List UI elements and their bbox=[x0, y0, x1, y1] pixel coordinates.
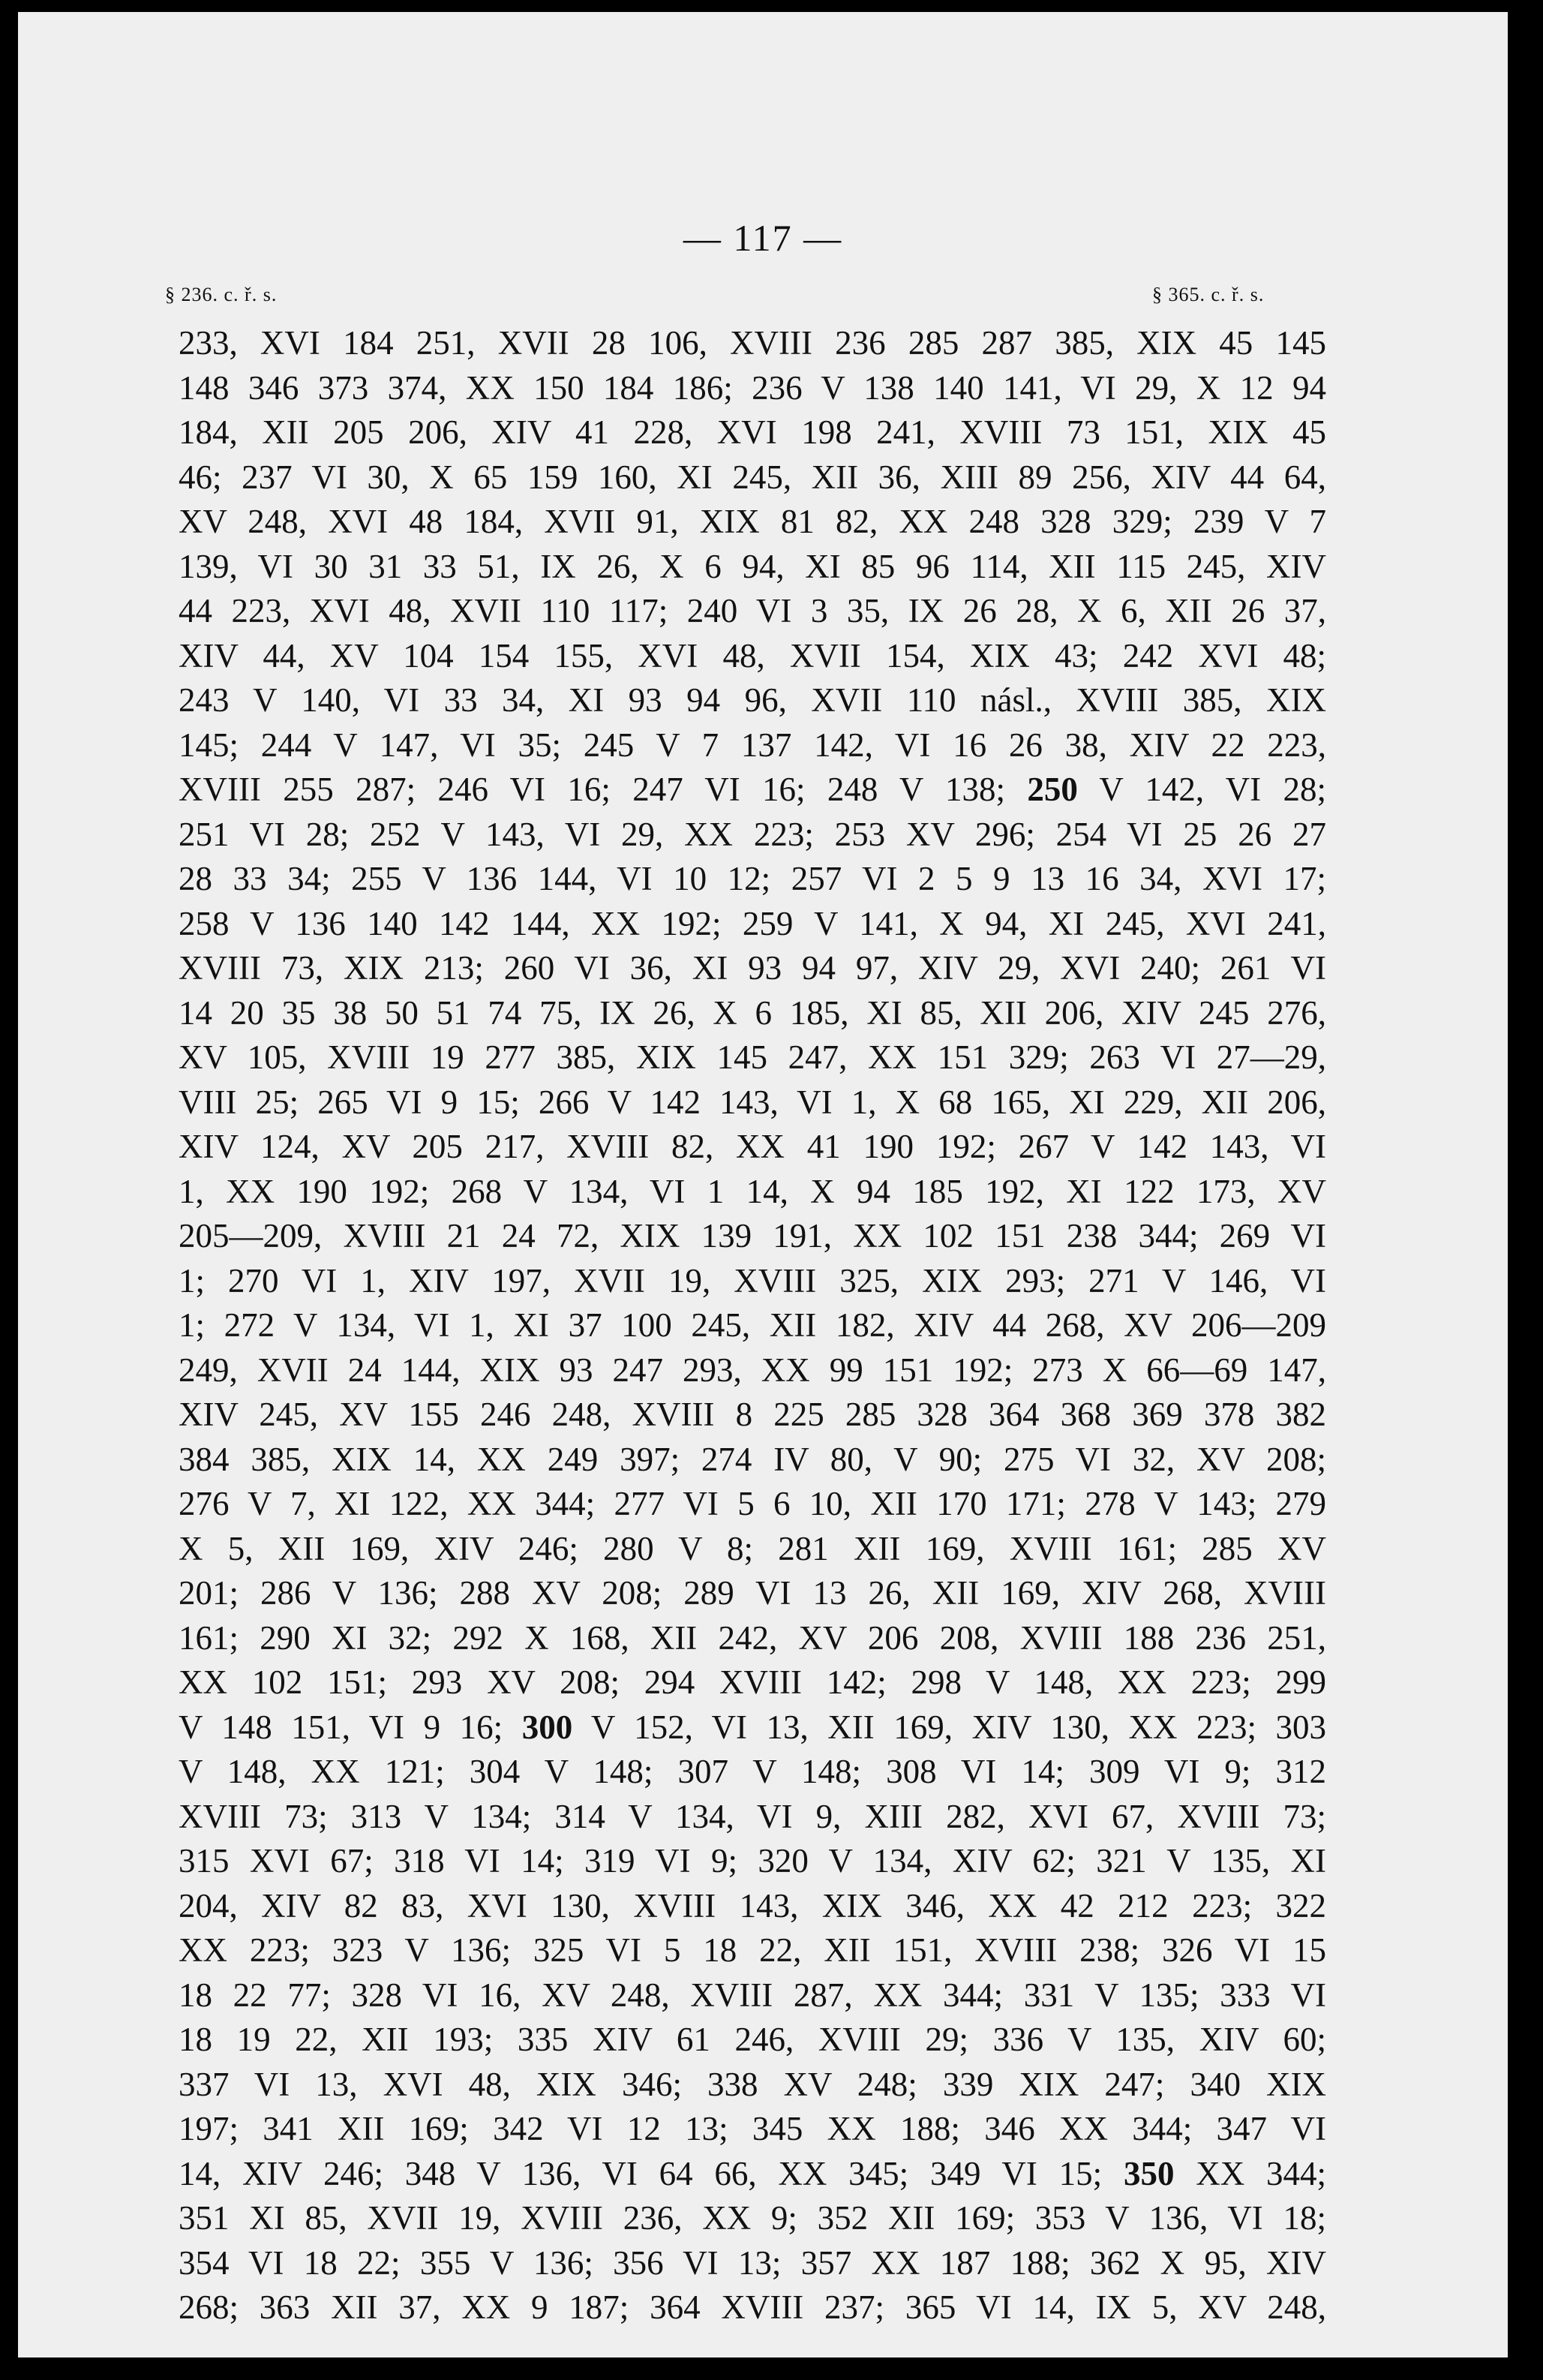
line-segment: X 5, XII 169, XIV 246; 280 V 8; 281 XII 169, XVIII 161; 285 XV bbox=[179, 1529, 1326, 1567]
text-line bbox=[179, 1705, 1326, 1750]
line-segment: 44 223, XVI 48, XVII 110 117; 240 VI 3 35, IX 26 28, X 6, XII 26 37, bbox=[179, 592, 1326, 630]
text-line bbox=[179, 678, 1326, 723]
line-segment: 18 22 77; 328 VI 16, XV 248, XVIII 287, XX 344; 331 V 135; 333 VI bbox=[179, 1976, 1326, 2014]
text-line bbox=[179, 2107, 1326, 2152]
page-number: — 117 — bbox=[683, 217, 843, 259]
line-segment: 197; 341 XII 169; 342 VI 12 13; 345 XX 188; 346 XX 344; 347 VI bbox=[179, 2110, 1326, 2147]
line-segment: 243 V 140, VI 33 34, XI 93 94 96, XVII 110 násl., XVIII 385, XIX bbox=[179, 681, 1326, 719]
line-segment: XVIII 73; 313 V 134; 314 V 134, VI 9, XIII 282, XVI 67, XVIII 73; bbox=[179, 1797, 1326, 1835]
line-segment: 28 33 34; 255 V 136 144, VI 10 12; 257 VI 2 5 9 13 16 34, XVI 17; bbox=[179, 860, 1326, 897]
text-line bbox=[179, 2152, 1326, 2197]
line-segment: XIV 124, XV 205 217, XVIII 82, XX 41 190 192; 267 V 142 143, VI bbox=[179, 1128, 1326, 1165]
text-line bbox=[179, 768, 1326, 813]
line-segment: 161; 290 XI 32; 292 X 168, XII 242, XV 206 208, XVIII 188 236 251, bbox=[179, 1618, 1326, 1657]
text-line bbox=[179, 321, 1326, 366]
text-line bbox=[179, 991, 1326, 1036]
line-segment: 1; 270 VI 1, XIV 197, XVII 19, XVIII 325, XIX 293; 271 V 146, VI bbox=[179, 1261, 1326, 1300]
line-segment: XV 105, XVIII 19 277 385, XIX 145 247, XX 151 329; 263 VI 27—29, bbox=[179, 1038, 1326, 1076]
text-line bbox=[179, 1259, 1326, 1304]
line-segment: 201; 286 V 136; 288 XV 208; 289 VI 13 26, XII 169, XIV 268, XVIII bbox=[179, 1574, 1326, 1612]
line-segment: V 142, VI 28; bbox=[1077, 771, 1326, 808]
text-line bbox=[179, 455, 1326, 500]
line-segment: 384 385, XIX 14, XX 249 397; 274 IV 80, V 90; 275 VI 32, XV 208; bbox=[179, 1440, 1326, 1478]
running-head-left: § 236. c. ř. s. bbox=[165, 284, 278, 305]
text-line bbox=[179, 1393, 1326, 1438]
text-line bbox=[179, 2241, 1326, 2286]
line-segment: 251 VI 28; 252 V 143, VI 29, XX 223; 253 XV 296; 254 VI 25 26 27 bbox=[179, 815, 1326, 853]
book-page bbox=[18, 12, 1508, 2357]
text-line bbox=[179, 1750, 1326, 1795]
text-line bbox=[179, 1348, 1326, 1393]
text-line bbox=[179, 2285, 1326, 2330]
text-line bbox=[179, 2063, 1326, 2108]
line-segment: 1; 272 V 134, VI 1, XI 37 100 245, XII 182, XIV 44 268, XV 206—209 bbox=[179, 1306, 1326, 1344]
text-line bbox=[179, 1795, 1326, 1840]
line-segment: 258 V 136 140 142 144, XX 192; 259 V 141, X 94, XI 245, XVI 241, bbox=[179, 904, 1326, 942]
text-line bbox=[179, 410, 1326, 455]
text-line bbox=[179, 1884, 1326, 1929]
text-line bbox=[179, 1928, 1326, 1973]
bold-section-number: 350 bbox=[1123, 2154, 1175, 2192]
text-line bbox=[179, 2018, 1326, 2063]
line-segment: 337 VI 13, XVI 48, XIX 346; 338 XV 248; 339 XIX 247; 340 XIX bbox=[179, 2065, 1326, 2103]
line-segment: 315 XVI 67; 318 VI 14; 319 VI 9; 320 V 134, XIV 62; 321 V 135, XI bbox=[179, 1842, 1326, 1880]
line-segment: 148 346 373 374, XX 150 184 186; 236 V 138 140 141, VI 29, X 12 94 bbox=[179, 368, 1326, 407]
text-line bbox=[179, 366, 1326, 411]
text-line bbox=[179, 545, 1326, 590]
line-segment: 14, XIV 246; 348 V 136, VI 64 66, XX 345; 349 VI 15; bbox=[179, 2154, 1124, 2192]
text-line bbox=[179, 946, 1326, 991]
line-segment: 145; 244 V 147, VI 35; 245 V 7 137 142, VI 16 26 38, XIV 22 223, bbox=[179, 726, 1326, 764]
line-segment: XIV 245, XV 155 246 248, XVIII 8 225 285 328 364 368 369 378 382 bbox=[179, 1396, 1326, 1433]
line-segment: 268; 363 XII 37, XX 9 187; 364 XVIII 237; 365 VI 14, IX 5, XV 248, bbox=[179, 2288, 1326, 2326]
line-segment: 139, VI 30 31 33 51, IX 26, X 6 94, XI 85 96 114, XII 115 245, XIV bbox=[179, 547, 1326, 585]
text-line bbox=[179, 1035, 1326, 1080]
text-line bbox=[179, 723, 1326, 768]
text-line bbox=[179, 500, 1326, 545]
line-segment: 233, XVI 184 251, XVII 28 106, XVIII 236 285 287 385, XIX 45 145 bbox=[179, 324, 1326, 362]
line-segment: XX 102 151; 293 XV 208; 294 XVIII 142; 298 V 148, XX 223; 299 bbox=[179, 1663, 1326, 1701]
text-line bbox=[179, 1170, 1326, 1215]
line-segment: XX 344; bbox=[1174, 2154, 1326, 2192]
line-segment: 14 20 35 38 50 51 74 75, IX 26, X 6 185, XI 85, XII 206, XIV 245 276, bbox=[179, 993, 1326, 1032]
text-line bbox=[179, 1080, 1326, 1125]
text-line bbox=[179, 1125, 1326, 1170]
line-segment: V 148, XX 121; 304 V 148; 307 V 148; 308 VI 14; 309 VI 9; 312 bbox=[179, 1753, 1326, 1790]
text-line bbox=[179, 1482, 1326, 1527]
line-segment: 351 XI 85, XVII 19, XVIII 236, XX 9; 352 XII 169; 353 V 136, VI 18; bbox=[179, 2199, 1326, 2237]
running-head-right: § 365. c. ř. s. bbox=[1152, 284, 1265, 305]
line-segment: 276 V 7, XI 122, XX 344; 277 VI 5 6 10, XII 170 171; 278 V 143; 279 bbox=[179, 1485, 1326, 1522]
line-segment: XIV 44, XV 104 154 155, XVI 48, XVII 154, XIX 43; 242 XVI 48; bbox=[179, 636, 1326, 675]
bold-section-number: 300 bbox=[521, 1708, 573, 1746]
index-text-block bbox=[179, 321, 1326, 2330]
line-segment: 18 19 22, XII 193; 335 XIV 61 246, XVIII 29; 336 V 135, XIV 60; bbox=[179, 2021, 1326, 2058]
text-line bbox=[179, 1527, 1326, 1572]
line-segment: 204, XIV 82 83, XVI 130, XVIII 143, XIX 346, XX 42 212 223; 322 bbox=[179, 1886, 1326, 1925]
line-segment: 1, XX 190 192; 268 V 134, VI 1 14, X 94 185 192, XI 122 173, XV bbox=[179, 1172, 1326, 1210]
text-line bbox=[179, 1303, 1326, 1348]
text-line bbox=[179, 634, 1326, 679]
text-line bbox=[179, 1571, 1326, 1616]
text-line bbox=[179, 1839, 1326, 1884]
line-segment: XVIII 73, XIX 213; 260 VI 36, XI 93 94 97, XIV 29, XVI 240; 261 VI bbox=[179, 949, 1326, 987]
line-segment: 184, XII 205 206, XIV 41 228, XVI 198 241, XVIII 73 151, XIX 45 bbox=[179, 413, 1326, 451]
text-line bbox=[179, 1438, 1326, 1483]
line-segment: 46; 237 VI 30, X 65 159 160, XI 245, XII 36, XIII 89 256, XIV 44 64, bbox=[179, 458, 1326, 496]
text-line bbox=[179, 589, 1326, 634]
text-line bbox=[179, 857, 1326, 902]
line-segment: 205—209, XVIII 21 24 72, XIX 139 191, XX 102 151 238 344; 269 VI bbox=[179, 1217, 1326, 1255]
line-segment: XX 223; 323 V 136; 325 VI 5 18 22, XII 151, XVIII 238; 326 VI 15 bbox=[179, 1931, 1326, 1969]
line-segment: V 152, VI 13, XII 169, XIV 130, XX 223; 303 bbox=[572, 1708, 1326, 1746]
bold-section-number: 250 bbox=[1027, 771, 1078, 808]
line-segment: VIII 25; 265 VI 9 15; 266 V 142 143, VI 1, X 68 165, XI 229, XII 206, bbox=[179, 1083, 1326, 1121]
text-line bbox=[179, 902, 1326, 947]
line-segment: XV 248, XVI 48 184, XVII 91, XIX 81 82, XX 248 328 329; 239 V 7 bbox=[179, 503, 1326, 540]
text-line bbox=[179, 1660, 1326, 1705]
line-segment: XVIII 255 287; 246 VI 16; 247 VI 16; 248 V 138; bbox=[179, 771, 1028, 808]
text-line bbox=[179, 1973, 1326, 2018]
line-segment: 354 VI 18 22; 355 V 136; 356 VI 13; 357 XX 187 188; 362 X 95, XIV bbox=[179, 2243, 1326, 2282]
text-line bbox=[179, 2196, 1326, 2241]
text-line bbox=[179, 813, 1326, 858]
text-line bbox=[179, 1214, 1326, 1259]
line-segment: 249, XVII 24 144, XIX 93 247 293, XX 99 151 192; 273 X 66—69 147, bbox=[179, 1351, 1326, 1389]
text-line bbox=[179, 1616, 1326, 1661]
line-segment: V 148 151, VI 9 16; bbox=[179, 1708, 522, 1746]
